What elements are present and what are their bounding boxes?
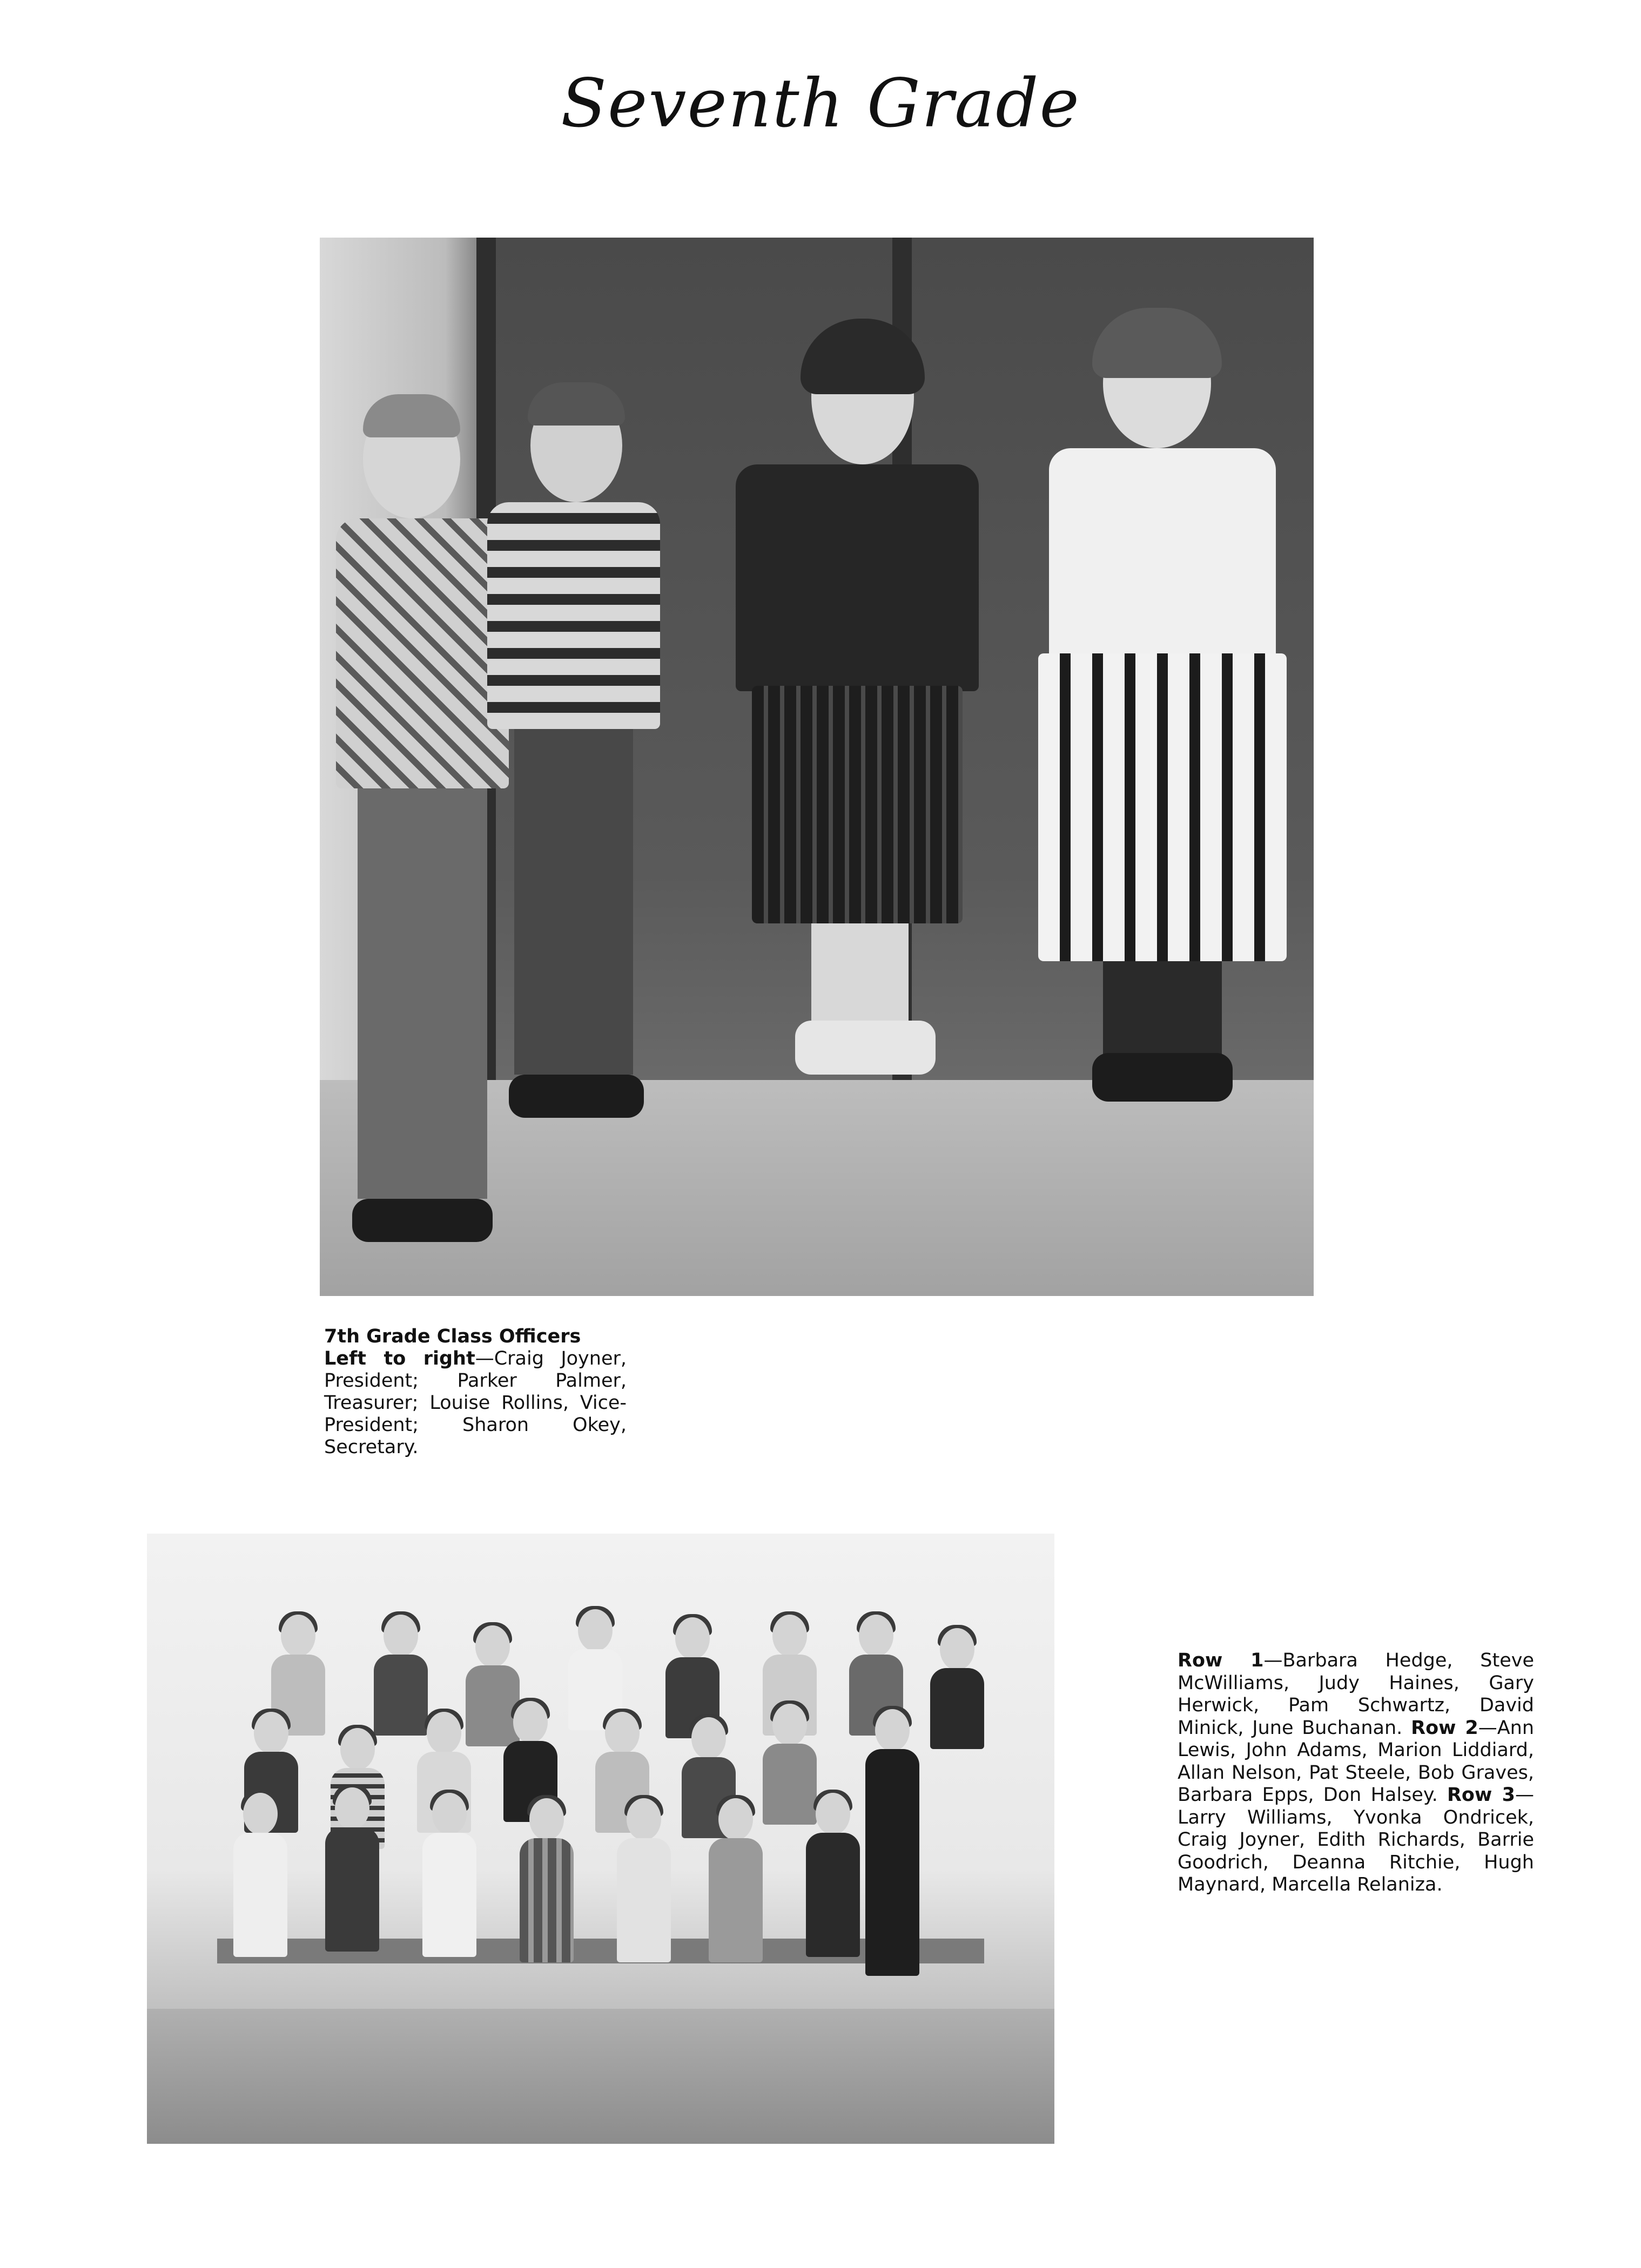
officer-figure xyxy=(730,329,984,1096)
class-officers-photo xyxy=(320,238,1314,1296)
officer-figure xyxy=(1038,319,1287,1102)
page-title: Seventh Grade xyxy=(561,65,1080,143)
class-group-photo xyxy=(147,1534,1054,2144)
row3-names: —Larry Williams, Yvonka Ondricek, Craig Joyner, Edith Richards, Barrie Goodrich, Deanna Ritchie, Hugh Maynard, Marcella Relaniza. xyxy=(1178,1784,1534,1895)
officers-caption-lead: Left to right xyxy=(324,1348,475,1369)
row1-label: Row 1 xyxy=(1178,1650,1264,1671)
row1-names: —Barbara Hedge, Steve McWilliams, Judy Haines, Gary Herwick, Pam Schwartz, David Minick, June Buchanan. xyxy=(1178,1650,1535,1739)
photo-ground xyxy=(147,2009,1054,2144)
officers-caption-text: —Craig Joyner, President; Parker Palmer, Treasurer; Louise Rollins, Vice-President; Sharon Okey, Secretary. xyxy=(324,1348,627,1458)
row2-names: —Ann Lewis, John Adams, Marion Liddiard, Allan Nelson, Pat Steele, Bob Graves, Barbara Epps, Don Halsey. xyxy=(1178,1717,1534,1806)
officers-caption-heading: 7th Grade Class Officers xyxy=(324,1326,581,1347)
class-roster-caption xyxy=(1178,1650,1534,1896)
row2-label: Row 2 xyxy=(1411,1717,1478,1739)
officers-caption xyxy=(324,1326,627,1459)
row3-label: Row 3 xyxy=(1447,1784,1515,1806)
officer-figure xyxy=(482,389,665,1296)
